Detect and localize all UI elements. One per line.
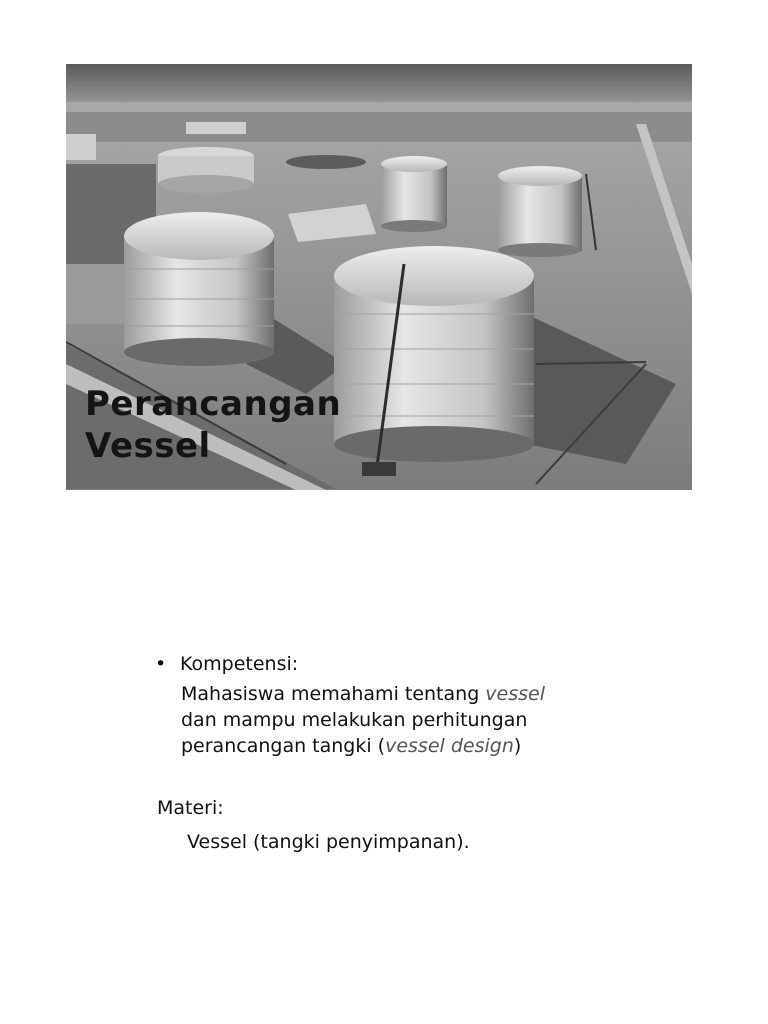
bullet-icon: • bbox=[155, 653, 167, 675]
slide-title-line1: Perancangan bbox=[85, 384, 342, 424]
kompetensi-line2: dan mampu melakukan perhitungan bbox=[181, 709, 528, 731]
materi-value: Vessel (tangki penyimpanan). bbox=[187, 831, 470, 853]
kompetensi-label: Kompetensi: bbox=[180, 653, 299, 675]
bullet-kompetensi bbox=[155, 651, 298, 677]
kompetensi-description bbox=[181, 681, 545, 759]
kompetensi-term1: vessel bbox=[485, 683, 545, 705]
slide-title-line2: Vessel bbox=[85, 426, 211, 466]
kompetensi-text4: ) bbox=[513, 735, 522, 757]
kompetensi-term2: vessel design bbox=[385, 735, 514, 757]
kompetensi-text3: perancangan tangki ( bbox=[181, 735, 386, 757]
materi-label: Materi: bbox=[157, 797, 224, 819]
kompetensi-line3 bbox=[181, 733, 545, 759]
kompetensi-text1: Mahasiswa memahami tentang bbox=[181, 683, 486, 705]
slide-title bbox=[85, 383, 341, 467]
kompetensi-line1 bbox=[181, 681, 545, 707]
